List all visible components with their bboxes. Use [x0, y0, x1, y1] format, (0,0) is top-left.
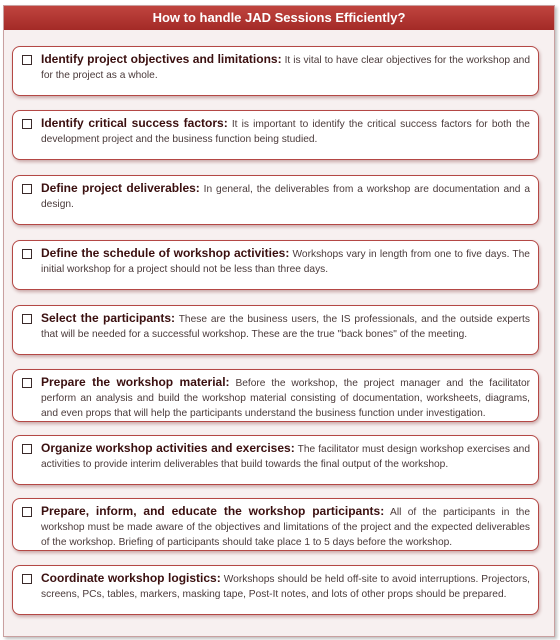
checkbox-bullet-icon [22, 184, 32, 194]
item-text: Workshops should be held off-site to avoid interruptions. Projectors, screens, PCs, tables, markers, masking tape, Post-It notes, and lots of other props should be prepared. [41, 574, 530, 600]
item-heading: Organize workshop activities and exercises: [41, 441, 295, 455]
item-heading: Define the schedule of workshop activities: [41, 246, 290, 260]
checkbox-bullet-icon [22, 507, 32, 517]
list-item [12, 498, 539, 551]
item-text: Workshops vary in length from one to five days. The initial workshop for a project should not be less than three days. [41, 249, 530, 275]
item-text: All of the participants in the workshop must be made aware of the objectives and limitations of the project and the expected deliverables of the workshop. Briefing of participants should take place 1 to 5 days before the workshop. [41, 507, 530, 548]
list-item [12, 110, 539, 160]
item-text: These are the business users, the IS professionals, and the outside experts that will be needed for a successful workshop. These are the true "back bones" of the meeting. [41, 314, 530, 340]
item-heading: Select the participants: [41, 311, 176, 325]
checkbox-bullet-icon [22, 249, 32, 259]
jad-panel [3, 5, 555, 637]
item-heading: Identify project objectives and limitations: [41, 52, 282, 66]
checkbox-bullet-icon [22, 55, 32, 65]
list-item [12, 46, 539, 96]
panel-title: How to handle JAD Sessions Efficiently? [4, 6, 554, 30]
checkbox-bullet-icon [22, 378, 32, 388]
item-text: It is vital to have clear objectives for the workshop and for the project as a whole. [41, 55, 530, 81]
list-item [12, 240, 539, 290]
checkbox-bullet-icon [22, 119, 32, 129]
item-heading: Coordinate workshop logistics: [41, 571, 221, 585]
item-text: It is important to identify the critical success factors for both the development project and the business function being studied. [41, 119, 530, 145]
item-heading: Define project deliverables: [41, 181, 200, 195]
checkbox-bullet-icon [22, 314, 32, 324]
checkbox-bullet-icon [22, 444, 32, 454]
list-item [12, 369, 539, 422]
item-text: Before the workshop, the project manager and the facilitator perform an analysis and build the workshop material consisting of documentation, worksheets, diagrams, and even props that will help the participants understand the business function under investigation. [41, 378, 531, 419]
item-text: In general, the deliverables from a workshop are documentation and a design. [41, 184, 530, 210]
item-heading: Identify critical success factors: [41, 116, 228, 130]
checkbox-bullet-icon [22, 574, 32, 584]
list-item [12, 435, 539, 485]
item-heading: Prepare, inform, and educate the workshop participants: [41, 504, 385, 518]
item-heading: Prepare the workshop material: [41, 375, 230, 389]
item-text: The facilitator must design workshop exercises and activities to provide interim deliverables that build towards the final output of the workshop. [41, 444, 530, 470]
list-item [12, 565, 539, 615]
list-item [12, 305, 539, 355]
list-item [12, 175, 539, 225]
